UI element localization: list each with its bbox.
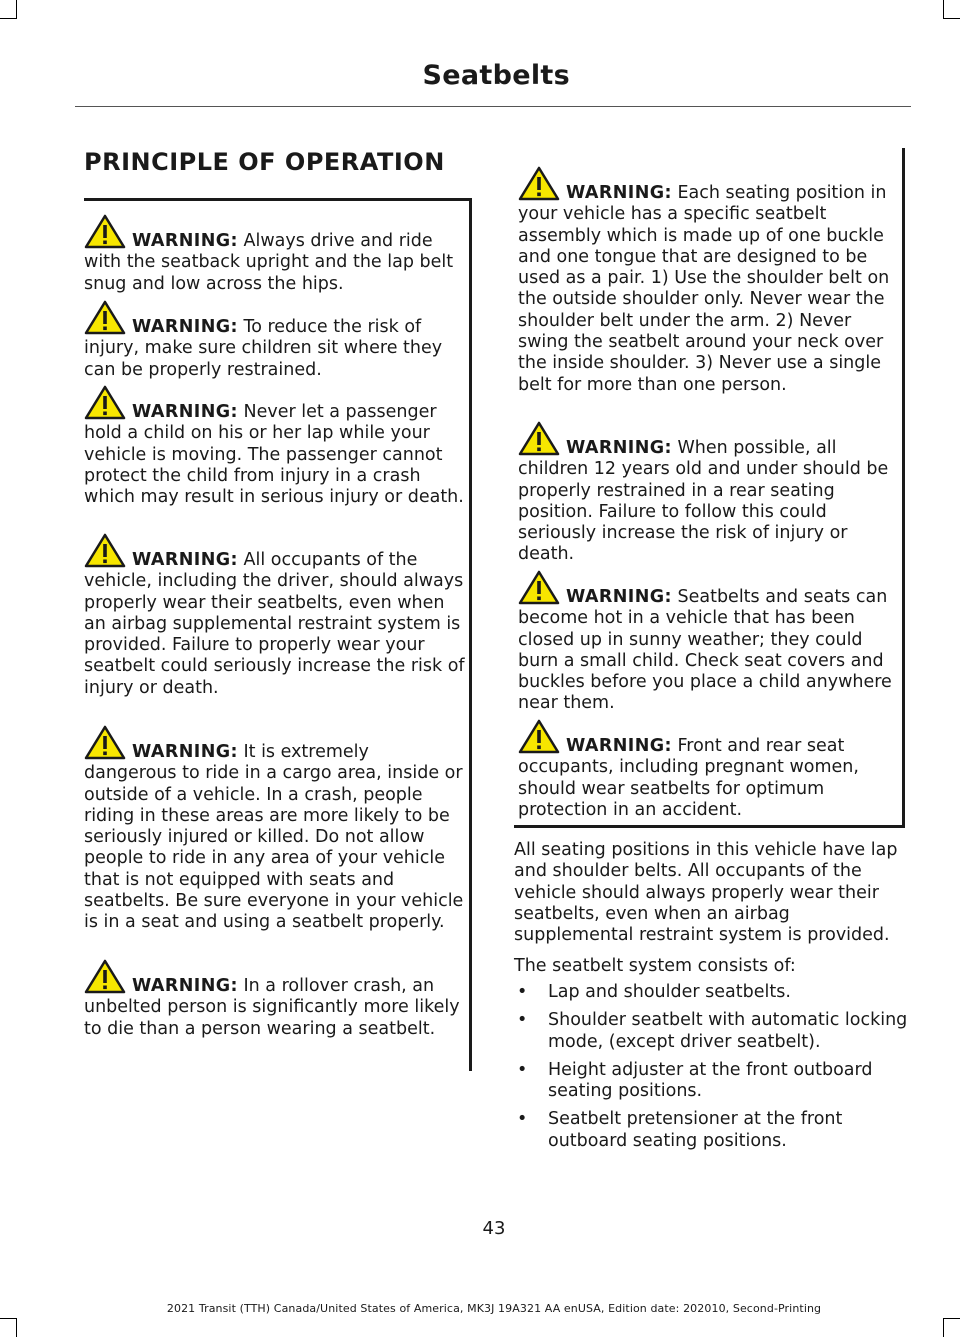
paragraph-system-consists: The seatbelt system consists of: — [514, 956, 796, 976]
warning-triangle-icon — [518, 166, 560, 202]
warning-text: Seatbelts and seats can become hot in a vehicle that has been closed up in sunny weather; they could burn a small child. Check seat covers and buckles before you place a child anywhere near them. — [518, 587, 892, 714]
list-item — [514, 1010, 914, 1053]
warning-label: WARNING: — [566, 183, 672, 203]
bullet-icon: • — [517, 1059, 528, 1080]
list-item — [514, 1109, 914, 1152]
crop-mark — [943, 18, 960, 19]
crop-mark — [0, 1318, 17, 1319]
warning-item — [84, 214, 466, 295]
bullet-icon: • — [517, 1109, 528, 1130]
warning-item — [518, 719, 898, 821]
warning-triangle-icon — [84, 385, 126, 421]
warning-item — [84, 300, 466, 381]
crop-mark — [16, 1318, 17, 1337]
warning-label: WARNING: — [566, 587, 672, 607]
list-item — [514, 982, 914, 1003]
warning-triangle-icon — [518, 570, 560, 606]
warning-triangle-icon — [84, 300, 126, 336]
warning-triangle-icon — [518, 719, 560, 755]
crop-mark — [943, 1318, 960, 1319]
page-header-title: Seatbelts — [422, 60, 570, 91]
paragraph-seating-positions: All seating positions in this vehicle have lap and shoulder belts. All occupants of the vehicle should always properly wear their seatbelts, even when an airbag supplemental restraint system is provided. — [514, 840, 898, 946]
warning-triangle-icon — [84, 725, 126, 761]
footer-edition-info: 2021 Transit (TTH) Canada/United States of America, MK3J 19A321 AA enUSA, Edition date: 202010, Second-Printing — [166, 1302, 822, 1315]
bullet-icon: • — [517, 982, 528, 1002]
warning-text: Front and rear seat occupants, including pregnant women, should wear seatbelts for optimum protection in an accident. — [518, 736, 859, 820]
warning-label: WARNING: — [132, 976, 238, 996]
warning-item — [84, 533, 466, 699]
warning-text: It is extremely dangerous to ride in a cargo area, inside or outside of a vehicle. In a crash, people riding in these areas are more likely to be seriously injured or killed. Do not allow people to ride in any area of your vehicle that is not equipped with seats and seatbelts. Be sure everyone in your vehicle is in a seat and using a seatbelt properly. — [84, 742, 464, 933]
warning-item — [518, 570, 898, 715]
warning-label: WARNING: — [132, 402, 238, 422]
warning-text: Always drive and ride with the seatback upright and the lap belt snug and low across the hips. — [84, 231, 454, 294]
warning-label: WARNING: — [132, 550, 238, 570]
warning-item — [84, 385, 466, 508]
crop-mark — [943, 1318, 944, 1337]
warning-item — [518, 421, 898, 566]
warning-text: Never let a passenger hold a child on his or her lap while your vehicle is moving. The passenger cannot protect the child from injury in a crash which may result in serious injury or death. — [84, 402, 464, 508]
warning-label: WARNING: — [132, 231, 238, 251]
list-item — [514, 1060, 914, 1103]
warning-label: WARNING: — [566, 736, 672, 756]
warning-label: WARNING: — [132, 742, 238, 762]
header-divider — [75, 106, 911, 107]
warning-item — [84, 725, 466, 934]
warning-label: WARNING: — [132, 317, 238, 337]
crop-mark — [943, 0, 944, 18]
list-item-text: Seatbelt pretensioner at the front outboard seating positions. — [548, 1109, 843, 1151]
warning-text: In a rollover crash, an unbelted person is significantly more likely to die than a person wearing a seatbelt. — [84, 976, 460, 1039]
crop-mark — [16, 0, 17, 18]
warning-triangle-icon — [84, 214, 126, 250]
list-item-text: Lap and shoulder seatbelts. — [548, 982, 791, 1002]
warning-text: To reduce the risk of injury, make sure children sit where they can be properly restrained. — [84, 317, 443, 380]
warning-text: Each seating position in your vehicle has a specific seatbelt assembly which is made up of one buckle and one tongue that are designed to be used as a pair. 1) Use the shoulder belt on the outside shoulder only. Never wear the shoulder belt under the arm. 2) Never swing the seatbelt around your neck over the inside shoulder. 3) Never use a single belt for more than one person. — [518, 183, 890, 395]
crop-mark — [0, 18, 17, 19]
seatbelt-system-list — [514, 982, 914, 1159]
warning-triangle-icon — [518, 421, 560, 457]
warning-triangle-icon — [84, 533, 126, 569]
body-paragraph — [514, 956, 910, 977]
warning-item — [518, 166, 898, 396]
bullet-icon: • — [517, 1010, 528, 1031]
list-item-text: Shoulder seatbelt with automatic locking mode, (except driver seatbelt). — [548, 1010, 908, 1052]
warning-item — [84, 959, 466, 1040]
warning-text: All occupants of the vehicle, including the driver, should always properly wear their seatbelts, even when an airbag supplemental restraint system is provided. Failure to properly wear your seatbelt could seriously increase the risk of injury or death. — [84, 550, 465, 698]
warning-triangle-icon — [84, 959, 126, 995]
warning-label: WARNING: — [566, 438, 672, 458]
body-paragraph — [514, 840, 910, 946]
page-number: 43 — [482, 1218, 506, 1239]
section-title: PRINCIPLE OF OPERATION — [84, 148, 445, 176]
warning-text: When possible, all children 12 years old and under should be properly restrained in a rear seating position. Failure to follow this could seriously increase the risk of injury or death. — [518, 438, 889, 565]
list-item-text: Height adjuster at the front outboard seating positions. — [548, 1059, 873, 1102]
